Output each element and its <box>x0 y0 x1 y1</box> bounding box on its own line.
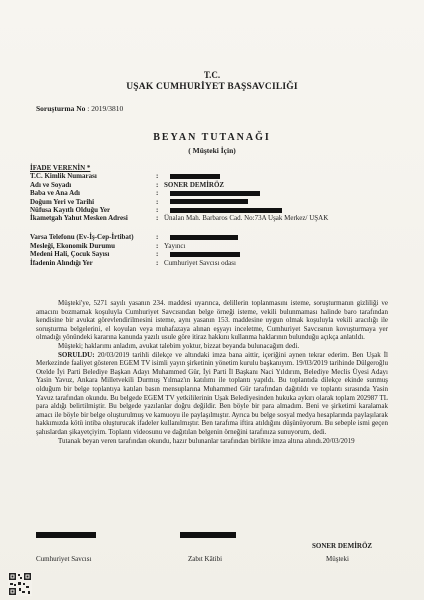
acknowledgement-paragraph: Müşteki; haklarımı anladım, avukat talebim yoktur, bizzat beyanda bulunacağım dedi. <box>58 341 300 350</box>
field-label: Medeni Hali, Çocuk Sayısı <box>30 250 110 259</box>
document-title: BEYAN TUTANAĞI <box>153 132 271 143</box>
field-row-location: İfadenin Alındığı Yer : Cumhuriyet Savcısı odası <box>30 258 236 267</box>
field-row-tc-kimlik: T.C. Kimlik Numarası : <box>30 172 400 180</box>
rights-paragraph: Müşteki'ye, 5271 sayılı yasanın 234. maddesi uyarınca, delillerin toplanmasını isteme, soruşturmanın gizliliği ve amacını bozmamak koşuluyla Cumhuriyet Savcısından belge örneği isteme, vekili bulunmaması halinde baro tarafından kendisine bir avukat görevlendirilmesini isteme, aynı yasanın 153. maddesine uygun olmak koşuluyla vekili aracılığı ile soruşturma belgelerini, el koyulan veya muhafazaya alınan eşyayı inceletme, Cumhuriyet Savcısının kovuşturmaya yer olmadığı yönündeki kararına kanunda yazılı usule göre itiraz hakkını kullanma haklarının bulunduğu açıkça anlatıldı. <box>36 299 388 342</box>
statement-body <box>36 299 388 445</box>
field-label: Baba ve Ana Adı <box>30 189 80 198</box>
field-label: T.C. Kimlik Numarası <box>30 172 97 181</box>
statement-text: 20/03/2019 tarihli dilekçe ve altındaki imza bana aittir, içeriğini aynen tekrar ederim. Ben Uşak İl Merkezinde faaliyet gösteren EGEM TV isimli yayın şirketinin yönetim kurulu başkanıyım. 19/03/2019 tarihinde Dülgeroğlu Otelde İyi Parti Belediye Başkan Adayı Muhammed Gür, İyi Parti İl Başkanı Naci Yıldırım, Belediye Meclis Üyesi Adayı Yasin Yavuz, Ankara Milletvekili Durmuş Yılmaz'ın katılımı ile toplantı yapıldı. Bu toplantıda dilekçe ekinde sunmuş olduğum bir belge toplantıya katılan basın mensuplarına Muhammed Gür tarafından dağıtıldı ve toplantı sırasında Yasin Yavuz tarafından okundu. Bu belgede EGEM TV yetkililerinin Uşak Belediyesinden hukuka aykırı olarak toplam 202987 TL para aldığı belirtilmiştir. Bu belgede yazılanlar doğru değildir. Ben böyle bir para almadım. Beni ve şirketimi karalamak amacı ile böyle bir belge oluşturulmuş ve kamuoyu ile paylaşılmıştır. Ayrıca bu belge sosyal medya hesaplarında paylaşılarak hakkımızda kötü intiba oluşturucak ifadeler kullanılmıştır. Ben tarafıma iftira atıldığını düşünüyorum. Bu sebeple ismi geçen şahıslardan şikayetçiyim. Toplantı videosunu ve dağıtılan belgenin örneğini tarafınıza sunuyorum, dedi. <box>36 350 388 436</box>
field-label: İkametgah Yahut Mesken Adresi <box>30 214 128 223</box>
document-subtitle: ( Müşteki İçin) <box>188 146 236 155</box>
field-row-phone: Varsa Telefonu (Ev-İş-Cep-İrtibat) : <box>30 233 400 241</box>
question-label: SORULDU: <box>58 350 95 359</box>
section-label: İFADE VERENİN * <box>30 164 91 172</box>
field-label: Mesleği, Ekonomik Durumu <box>30 241 115 250</box>
field-label: İfadenin Alındığı Yer <box>30 258 93 267</box>
field-value: SONER DEMİRÖZ <box>164 180 225 189</box>
clerk-role: Zabıt Kâtibi <box>188 555 223 563</box>
investigation-value: : 2019/3810 <box>87 104 124 113</box>
closing-paragraph: Tutanak beyan veren tarafından okundu, hazır bulunanlar tarafından birlikte imza altına alındı.20/03/2019 <box>58 436 355 445</box>
field-row-marital: Medeni Hali, Çocuk Sayısı : <box>30 250 400 258</box>
field-label: Nüfusa Kayıtlı Olduğu Yer <box>30 205 111 214</box>
field-value: Cumhuriyet Savcısı odası <box>164 258 236 267</box>
redaction-bar <box>170 208 282 213</box>
complainant-role: Müşteki <box>326 555 349 563</box>
redaction-bar <box>170 199 248 204</box>
field-row-parents: Baba ve Ana Adı : <box>30 189 400 197</box>
prosecutor-role: Cumhuriyet Savcısı <box>36 555 92 563</box>
identity-fields <box>30 164 400 267</box>
redaction-bar <box>170 252 240 257</box>
field-label: Doğum Yeri ve Tarihi <box>30 197 95 206</box>
field-row-address: İkametgah Yahut Mesken Adresi : Ünalan Mah. Barbaros Cad. No:73A Uşak Merkez/ UŞAK <box>30 214 400 230</box>
office-heading: UŞAK CUMHURİYET BAŞSAVCILIĞI <box>126 82 298 92</box>
field-row-occupation: Mesleği, Ekonomik Durumu : Yayıncı <box>30 241 186 250</box>
investigation-label: Soruşturma No <box>36 104 86 113</box>
complainant-name: SONER DEMİRÖZ <box>312 542 373 550</box>
redaction-bar <box>170 191 260 196</box>
field-row-registry: Nüfusa Kayıtlı Olduğu Yer : <box>30 206 400 214</box>
redaction-bar <box>170 174 220 179</box>
qr-code-icon <box>8 572 32 596</box>
field-value: Yayıncı <box>164 241 186 250</box>
section-row <box>30 164 400 172</box>
statement-paragraph <box>36 351 388 437</box>
field-row-birth: Doğum Yeri ve Tarihi : <box>30 198 400 206</box>
country-heading: T.C. <box>203 70 221 80</box>
signature-redaction-clerk <box>180 532 236 538</box>
field-value: Ünalan Mah. Barbaros Cad. No:73A Uşak Merkez/ UŞAK <box>164 214 329 223</box>
investigation-number <box>36 104 123 113</box>
signature-redaction-prosecutor <box>36 532 96 538</box>
field-label: Varsa Telefonu (Ev-İş-Cep-İrtibat) <box>30 233 134 242</box>
field-row-name: Adı ve Soyadı : SONER DEMİRÖZ <box>30 180 225 189</box>
redaction-bar <box>170 235 238 240</box>
field-label: Adı ve Soyadı <box>30 180 72 189</box>
